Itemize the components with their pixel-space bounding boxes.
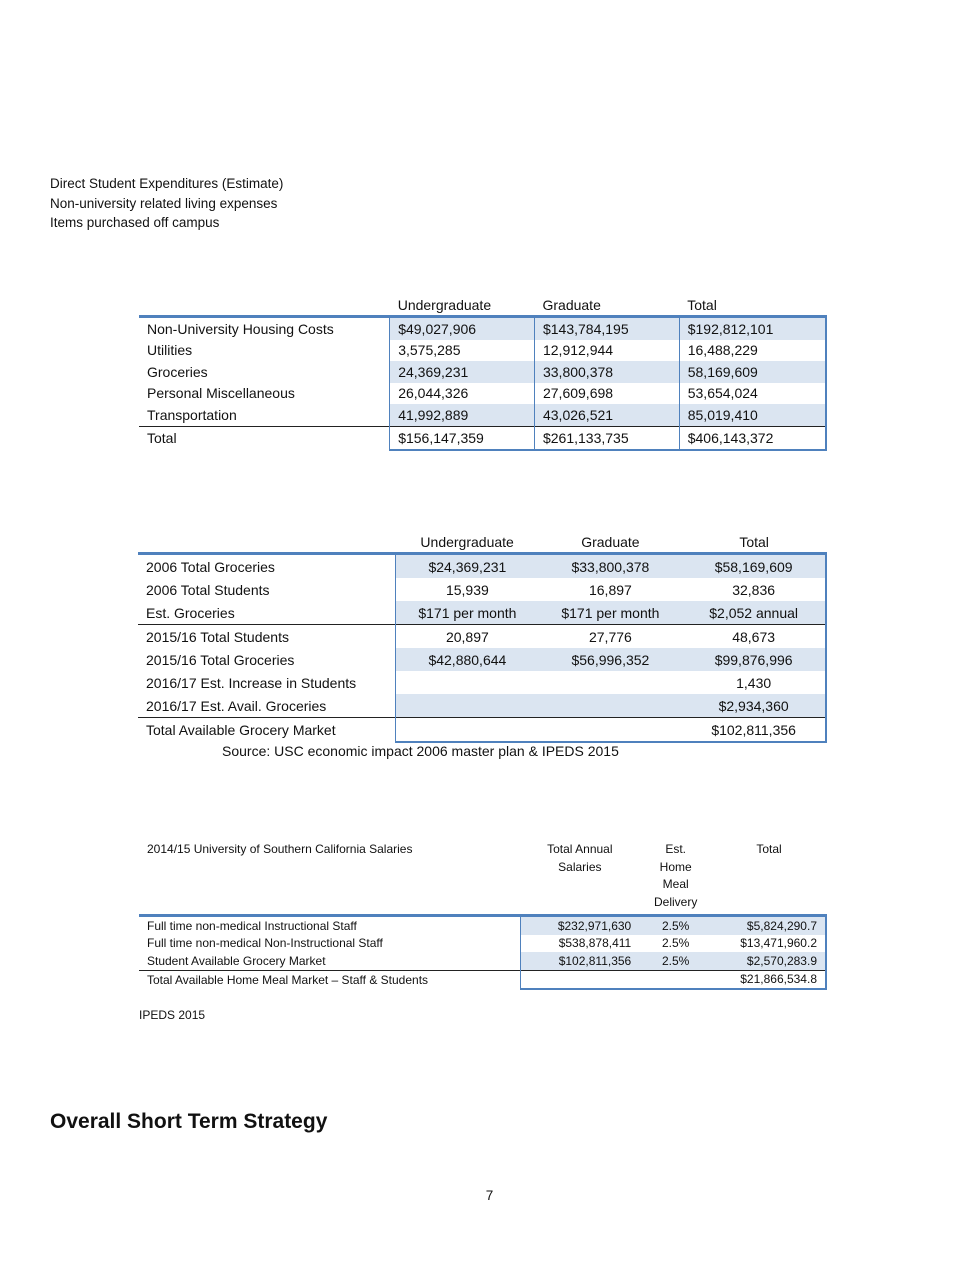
row-label: Non-University Housing Costs <box>147 320 334 337</box>
row-label: 2006 Total Students <box>146 581 270 598</box>
table-cell: 1,430 <box>682 671 826 694</box>
column-header: Total <box>712 840 826 916</box>
row-label: Est. Groceries <box>146 604 235 621</box>
table-cell: $171 per month <box>396 601 539 625</box>
table-source-note: IPEDS 2015 <box>139 1008 206 1022</box>
table-cell: $56,996,352 <box>539 648 683 671</box>
table-cell: $192,812,101 <box>679 317 826 340</box>
table-row <box>138 554 826 579</box>
row-label: Groceries <box>147 363 208 380</box>
table-cell: $2,570,283.9 <box>712 952 826 970</box>
table-cell: 33,800,378 <box>534 361 679 383</box>
table-cell: $13,471,960.2 <box>712 935 826 953</box>
table-cell: $102,811,356 <box>520 952 639 970</box>
table-cell: 58,169,609 <box>679 361 826 383</box>
table-cell: 16,897 <box>588 581 632 598</box>
table-cell: 16,488,229 <box>679 340 826 362</box>
column-header: Graduate <box>534 289 679 317</box>
intro-block <box>50 174 283 233</box>
table-cell: $406,143,372 <box>679 426 826 450</box>
table-header-row <box>139 840 826 916</box>
column-header <box>639 840 712 916</box>
row-label: 2015/16 Total Students <box>138 625 396 649</box>
table-cell: $99,876,996 <box>682 648 826 671</box>
table-cell: 32,836 <box>682 578 826 601</box>
table-row <box>139 916 826 935</box>
table-row <box>139 361 826 383</box>
table-cell: $171 per month <box>539 601 683 625</box>
table-cell <box>539 671 683 694</box>
row-label: Full time non-medical Non-Instructional Staff <box>147 936 383 951</box>
table-cell: $42,880,644 <box>396 648 539 671</box>
row-label: Total Available Home Meal Market – Staff & Students <box>139 970 520 989</box>
column-header: Undergraduate <box>390 289 535 317</box>
table-cell: 2.5% <box>639 916 712 935</box>
living-expenses-table <box>139 289 827 451</box>
table-total-row <box>139 970 826 989</box>
table-row <box>139 952 826 970</box>
table-cell: 41,992,889 <box>390 404 535 426</box>
header-line: Home <box>659 859 692 874</box>
table-cell: $24,369,231 <box>396 554 539 579</box>
table-cell: $232,971,630 <box>520 916 639 935</box>
section-heading: Overall Short Term Strategy <box>50 1110 328 1133</box>
intro-line: Items purchased off campus <box>50 215 220 230</box>
home-meal-market-table <box>139 840 827 990</box>
table-cell: $49,027,906 <box>390 317 535 340</box>
table-cell: $58,169,609 <box>682 554 826 579</box>
header-line: Est. <box>665 842 686 856</box>
table-row <box>138 671 826 694</box>
row-label: Utilities <box>147 342 193 359</box>
table-header-row <box>138 528 826 554</box>
table-cell: $102,811,356 <box>682 718 826 743</box>
table-header-row <box>139 289 826 317</box>
table-cell: $143,784,195 <box>534 317 679 340</box>
table-cell: 27,776 <box>539 625 683 649</box>
table-row <box>139 383 826 405</box>
table-row <box>139 340 826 362</box>
table-cell: 3,575,285 <box>390 340 535 362</box>
header-line: Meal <box>662 877 689 891</box>
row-label: 2016/17 Est. Avail. Groceries <box>146 697 327 714</box>
row-label: Full time non-medical Instructional Staff <box>147 918 357 933</box>
header-line: Total Annual <box>547 842 613 856</box>
table-cell: $156,147,359 <box>390 426 535 450</box>
table-row <box>139 404 826 426</box>
table-cell: 85,019,410 <box>679 404 826 426</box>
row-label: Student Available Grocery Market <box>147 953 326 968</box>
header-line: Salaries <box>558 859 602 874</box>
column-header: 2014/15 University of Southern California Salaries <box>139 840 520 916</box>
intro-line: Non-university related living expenses <box>50 195 278 211</box>
table-source-note: Source: USC economic impact 2006 master plan & IPEDS 2015 <box>222 743 619 759</box>
column-header <box>138 528 396 554</box>
table-cell <box>396 694 539 718</box>
table-cell: $21,866,534.8 <box>712 970 826 989</box>
table-cell: 2.5% <box>661 936 690 951</box>
row-label: 2006 Total Groceries <box>146 558 275 575</box>
intro-line: Direct Student Expenditures (Estimate) <box>50 176 284 191</box>
row-label: Transportation <box>147 406 237 423</box>
table-cell: 12,912,944 <box>534 340 679 362</box>
table-cell: 43,026,521 <box>534 404 679 426</box>
table-cell <box>520 970 639 989</box>
table-cell <box>396 671 539 694</box>
table-cell: 20,897 <box>396 625 539 649</box>
table-row <box>139 317 826 340</box>
table-cell <box>539 694 683 718</box>
table-cell: $2,934,360 <box>682 694 826 718</box>
table-row <box>138 694 826 718</box>
column-header: Total <box>682 528 826 554</box>
table-total-row <box>139 426 826 450</box>
table-cell <box>396 718 539 743</box>
table-cell: 24,369,231 <box>390 361 535 383</box>
column-header: Graduate <box>539 528 683 554</box>
table-cell: $538,878,411 <box>520 935 639 953</box>
table-cell: $33,800,378 <box>539 554 683 579</box>
table-cell: $2,052 annual <box>682 601 826 625</box>
grocery-market-table <box>138 528 827 743</box>
table-row <box>139 935 826 953</box>
table-row <box>138 648 826 671</box>
column-header: Undergraduate <box>396 528 539 554</box>
table-cell: 2.5% <box>639 952 712 970</box>
table-cell <box>639 970 712 989</box>
row-label: Total Available Grocery Market <box>138 718 396 743</box>
table-cell: 26,044,326 <box>390 383 535 405</box>
table-cell: 27,609,698 <box>534 383 679 405</box>
table-cell: 53,654,024 <box>679 383 826 405</box>
column-header: Total <box>679 289 826 317</box>
column-header <box>520 840 639 916</box>
page-number: 7 <box>485 1188 494 1203</box>
table-row <box>138 601 826 625</box>
row-label: Personal Miscellaneous <box>147 385 295 402</box>
row-label: Total <box>139 426 390 450</box>
table-total-row <box>138 718 826 743</box>
row-label: 2016/17 Est. Increase in Students <box>146 674 357 691</box>
table-cell: 15,939 <box>396 578 539 601</box>
column-header <box>139 289 390 317</box>
row-label: 2015/16 Total Groceries <box>146 651 295 668</box>
table-row <box>138 625 826 649</box>
table-cell <box>539 718 683 743</box>
table-cell: $5,824,290.7 <box>712 916 826 935</box>
table-row <box>138 578 826 601</box>
table-cell: 48,673 <box>682 625 826 649</box>
table-cell: $261,133,735 <box>534 426 679 450</box>
header-line: Delivery <box>654 894 698 909</box>
